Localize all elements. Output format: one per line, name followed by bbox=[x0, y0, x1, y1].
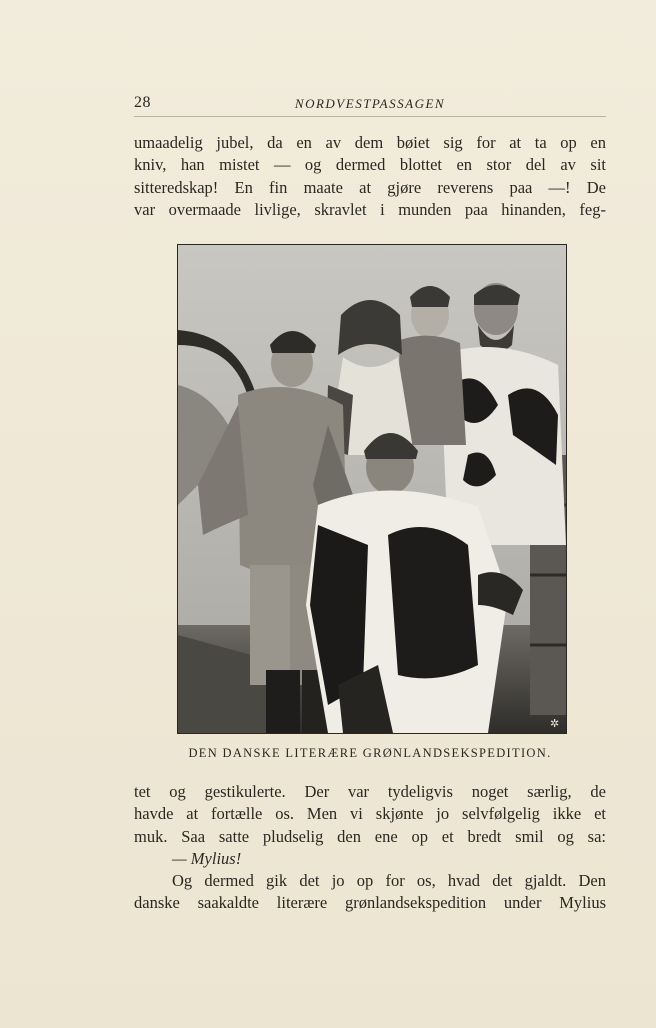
figure-caption: DEN DANSKE LITERÆRE GRØNLANDSEKSPEDITION. bbox=[188, 746, 552, 760]
text-line-quote: — Mylius! bbox=[172, 848, 242, 868]
photo-illustration bbox=[178, 245, 566, 733]
page-number: 28 bbox=[134, 94, 151, 111]
text-line: var overmaade livlige, skravlet i munden paa hinanden, feg- bbox=[134, 199, 606, 219]
text-line: tet og gestikulerte. Der var tydeligvis noget særlig, de bbox=[134, 782, 606, 801]
svg-text:✲: ✲ bbox=[550, 717, 560, 730]
text-line: umaadelig jubel, da en av dem bøiet sig for at ta op en bbox=[134, 133, 606, 152]
text-line: Og dermed gik det jo op for os, hvad det gjaldt. Den bbox=[172, 871, 606, 891]
text-line: kniv, han mistet — og dermed blottet en stor del av sit bbox=[134, 155, 606, 175]
running-head: NORDVESTPASSAGEN bbox=[294, 96, 446, 111]
bottom-paragraph bbox=[134, 781, 606, 915]
expedition-photograph bbox=[177, 244, 567, 734]
top-paragraph bbox=[134, 132, 606, 221]
page-header bbox=[134, 92, 606, 117]
text-line: danske saakaldte literære grønlandsekspedition under Mylius bbox=[134, 893, 606, 913]
text-line: havde at fortælle os. Men vi skjønte jo selvfølgelig ikke et bbox=[134, 804, 606, 824]
text-line: sitteredskap! En fin maate at gjøre reverens paa —! De bbox=[134, 177, 606, 197]
text-line: muk. Saa satte pludselig den ene op et bredt smil og sa: bbox=[134, 826, 606, 846]
